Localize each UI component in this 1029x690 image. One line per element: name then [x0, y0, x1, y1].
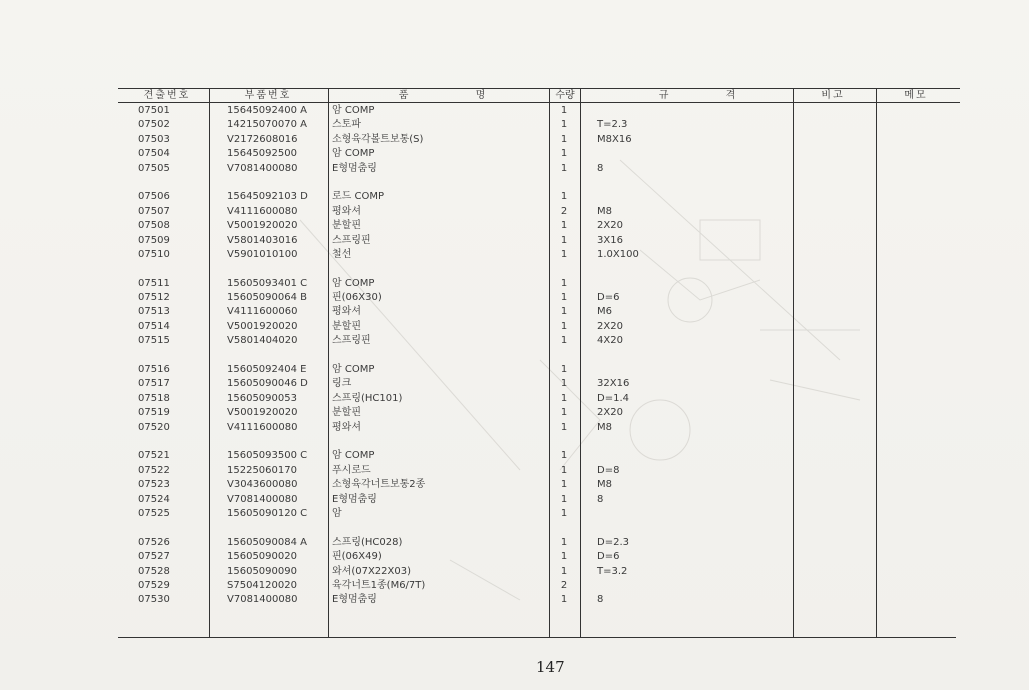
part-number-cell: 15605090020	[227, 551, 297, 563]
table-row	[118, 305, 956, 319]
spec-cell: D=6	[597, 292, 620, 304]
header-part-name: 품 명	[398, 90, 488, 101]
part-name-cell: 철선	[332, 248, 352, 260]
quantity-cell: 2	[560, 579, 568, 591]
header-memo: 메모	[904, 90, 928, 101]
table-row	[118, 536, 956, 550]
part-name-cell: 소형육각너트보통2종	[332, 479, 426, 491]
header-item-number: 견출번호	[143, 90, 191, 101]
spec-cell: 2X20	[597, 320, 623, 332]
quantity-cell: 1	[560, 248, 568, 260]
part-number-cell: V5901010100	[227, 248, 298, 260]
item-number-cell: 07512	[138, 292, 170, 304]
spec-cell: 8	[597, 594, 604, 606]
spec-cell: 2X20	[597, 220, 623, 232]
part-name-cell: 암 COMP	[332, 105, 375, 116]
quantity-cell: 1	[560, 551, 568, 563]
part-number-cell: 15645092400 A	[227, 105, 308, 116]
spec-cell: D=8	[597, 464, 620, 476]
quantity-cell: 1	[560, 335, 568, 347]
quantity-cell: 1	[560, 292, 568, 304]
item-number-cell: 07511	[138, 277, 170, 289]
table-row	[118, 421, 956, 435]
item-number-cell: 07510	[138, 248, 170, 260]
table-row	[118, 248, 956, 262]
spec-cell: 2X20	[597, 407, 623, 419]
group-spacer	[118, 435, 956, 449]
quantity-cell: 1	[560, 464, 568, 476]
table-row	[118, 162, 956, 176]
quantity-cell: 1	[560, 220, 568, 232]
item-number-cell: 07522	[138, 464, 170, 476]
part-name-cell: 핀(06X30)	[332, 292, 382, 304]
quantity-cell: 1	[560, 364, 568, 376]
group-spacer	[118, 349, 956, 363]
table-row	[118, 377, 956, 391]
table-bottom-rule	[118, 637, 956, 638]
spec-cell: 32X16	[597, 378, 630, 390]
quantity-cell: 1	[560, 378, 568, 390]
part-name-cell: 암 COMP	[332, 364, 375, 376]
item-number-cell: 07501	[138, 105, 170, 116]
quantity-cell: 1	[560, 119, 568, 131]
table-row	[118, 493, 956, 507]
spec-cell: M8X16	[597, 133, 632, 145]
item-number-cell: 07507	[138, 205, 170, 217]
spec-cell: 8	[597, 493, 604, 505]
part-name-cell: 스프링(HC028)	[332, 536, 403, 548]
item-number-cell: 07514	[138, 320, 170, 332]
part-number-cell: 15605090053	[227, 392, 297, 404]
part-name-cell: 평와셔	[332, 306, 361, 318]
part-number-cell: 15645092500	[227, 148, 297, 160]
item-number-cell: 07518	[138, 392, 170, 404]
item-number-cell: 07524	[138, 493, 170, 505]
table-row	[118, 334, 956, 348]
item-number-cell: 07526	[138, 536, 170, 548]
part-number-cell: V5001920020	[227, 320, 298, 332]
part-name-cell: 평와셔	[332, 421, 361, 433]
item-number-cell: 07506	[138, 191, 170, 203]
part-number-cell: S7504120020	[227, 579, 297, 591]
part-name-cell: 소형육각볼트보통(S)	[332, 133, 424, 145]
part-name-cell: 암 COMP	[332, 277, 375, 289]
quantity-cell: 1	[560, 320, 568, 332]
spec-cell: M6	[597, 306, 612, 318]
part-number-cell: 15645092103 D	[227, 191, 308, 203]
table-row	[118, 320, 956, 334]
part-number-cell: 15605093500 C	[227, 450, 308, 462]
item-number-cell: 07502	[138, 119, 170, 131]
part-name-cell: 육각너트1종(M6/7T)	[332, 579, 426, 591]
table-row	[118, 478, 956, 492]
table-row	[118, 234, 956, 248]
part-name-cell: 암	[332, 507, 342, 519]
group-spacer	[118, 262, 956, 276]
part-name-cell: 스프링핀	[332, 234, 371, 246]
parts-table	[118, 88, 956, 639]
item-number-cell: 07528	[138, 565, 170, 577]
table-row	[118, 449, 956, 463]
table-row	[118, 190, 956, 204]
part-number-cell: V5001920020	[227, 220, 298, 232]
quantity-cell: 1	[560, 105, 568, 116]
quantity-cell: 1	[560, 392, 568, 404]
item-number-cell: 07509	[138, 234, 170, 246]
spec-cell: D=2.3	[597, 536, 629, 548]
table-row	[118, 593, 956, 607]
part-number-cell: 15605090120 C	[227, 507, 308, 519]
part-number-cell: 15225060170	[227, 464, 297, 476]
quantity-cell: 1	[560, 479, 568, 491]
part-number-cell: 15605090084 A	[227, 536, 308, 548]
spec-cell: M8	[597, 479, 612, 491]
quantity-cell: 1	[560, 191, 568, 203]
item-number-cell: 07517	[138, 378, 170, 390]
item-number-cell: 07523	[138, 479, 170, 491]
part-name-cell: 분할핀	[332, 220, 361, 232]
part-name-cell: E형멈춤링	[332, 594, 377, 606]
part-number-cell: V4111600080	[227, 421, 298, 433]
quantity-cell: 1	[560, 565, 568, 577]
header-quantity: 수량	[555, 90, 575, 101]
item-number-cell: 07503	[138, 133, 170, 145]
part-number-cell: V7081400080	[227, 594, 298, 606]
item-number-cell: 07521	[138, 450, 170, 462]
table-row	[118, 507, 956, 521]
part-number-cell: V4111600060	[227, 306, 298, 318]
part-number-cell: 15605090064 B	[227, 292, 308, 304]
part-name-cell: 로드 COMP	[332, 191, 385, 203]
table-row	[118, 205, 956, 219]
group-spacer	[118, 521, 956, 535]
item-number-cell: 07505	[138, 162, 170, 174]
part-name-cell: 평와셔	[332, 205, 361, 217]
table-row	[118, 291, 956, 305]
part-number-cell: 14215070070 A	[227, 119, 308, 131]
table-row	[118, 550, 956, 564]
part-number-cell: V5801404020	[227, 335, 298, 347]
part-number-cell: V7081400080	[227, 493, 298, 505]
table-row	[118, 392, 956, 406]
part-number-cell: V5801403016	[227, 234, 298, 246]
item-number-cell: 07508	[138, 220, 170, 232]
spec-cell: T=2.3	[597, 119, 628, 131]
table-row	[118, 464, 956, 478]
spec-cell: 4X20	[597, 335, 623, 347]
part-number-cell: V2172608016	[227, 133, 298, 145]
quantity-cell: 1	[560, 234, 568, 246]
table-row	[118, 219, 956, 233]
item-number-cell: 07520	[138, 421, 170, 433]
part-number-cell: V4111600080	[227, 205, 298, 217]
part-name-cell: 링크	[332, 378, 352, 390]
quantity-cell: 1	[560, 450, 568, 462]
table-row	[118, 147, 956, 161]
item-number-cell: 07515	[138, 335, 170, 347]
header-part-number: 부품번호	[244, 90, 292, 101]
part-name-cell: 스토파	[332, 119, 361, 131]
spec-cell: D=6	[597, 551, 620, 563]
part-number-cell: 15605090046 D	[227, 378, 308, 390]
table-row	[118, 133, 956, 147]
item-number-cell: 07504	[138, 148, 170, 160]
quantity-cell: 1	[560, 407, 568, 419]
table-row	[118, 118, 956, 132]
part-name-cell: 암 COMP	[332, 148, 375, 160]
part-name-cell: 분할핀	[332, 407, 361, 419]
part-number-cell: 15605092404 E	[227, 364, 307, 376]
spec-cell: 1.0X100	[597, 248, 639, 260]
part-number-cell: V7081400080	[227, 162, 298, 174]
quantity-cell: 1	[560, 493, 568, 505]
part-name-cell: 푸시로드	[332, 464, 371, 476]
part-name-cell: 스프링핀	[332, 335, 371, 347]
item-number-cell: 07530	[138, 594, 170, 606]
table-row	[118, 406, 956, 420]
group-spacer	[118, 176, 956, 190]
item-number-cell: 07513	[138, 306, 170, 318]
spec-cell: 8	[597, 162, 604, 174]
quantity-cell: 1	[560, 306, 568, 318]
part-number-cell: 15605090090	[227, 565, 297, 577]
table-row	[118, 277, 956, 291]
quantity-cell: 1	[560, 594, 568, 606]
part-name-cell: 암 COMP	[332, 450, 375, 462]
quantity-cell: 1	[560, 536, 568, 548]
page-number: 147	[536, 658, 565, 676]
part-name-cell: 분할핀	[332, 320, 361, 332]
table-row	[118, 579, 956, 593]
part-name-cell: 스프링(HC101)	[332, 392, 403, 404]
spec-cell: M8	[597, 421, 612, 433]
part-name-cell: 와셔(07X22X03)	[332, 565, 411, 577]
item-number-cell: 07519	[138, 407, 170, 419]
spec-cell: 3X16	[597, 234, 623, 246]
spec-cell: M8	[597, 205, 612, 217]
part-number-cell: V5001920020	[227, 407, 298, 419]
spec-cell: T=3.2	[597, 565, 628, 577]
part-name-cell: E형멈춤링	[332, 162, 377, 174]
table-body	[118, 104, 956, 608]
header-bottom-rule	[118, 102, 960, 103]
quantity-cell: 1	[560, 277, 568, 289]
quantity-cell: 2	[560, 205, 568, 217]
quantity-cell: 1	[560, 421, 568, 433]
item-number-cell: 07527	[138, 551, 170, 563]
item-number-cell: 07525	[138, 507, 170, 519]
quantity-cell: 1	[560, 162, 568, 174]
item-number-cell: 07529	[138, 579, 170, 591]
part-name-cell: E형멈춤링	[332, 493, 377, 505]
table-row	[118, 104, 956, 118]
quantity-cell: 1	[560, 133, 568, 145]
header-spec: 규 격	[658, 90, 738, 101]
quantity-cell: 1	[560, 148, 568, 160]
part-number-cell: V3043600080	[227, 479, 298, 491]
header-remarks: 비고	[821, 90, 845, 101]
table-row	[118, 363, 956, 377]
part-number-cell: 15605093401 C	[227, 277, 308, 289]
item-number-cell: 07516	[138, 364, 170, 376]
part-name-cell: 핀(06X49)	[332, 551, 382, 563]
quantity-cell: 1	[560, 507, 568, 519]
table-row	[118, 565, 956, 579]
spec-cell: D=1.4	[597, 392, 629, 404]
